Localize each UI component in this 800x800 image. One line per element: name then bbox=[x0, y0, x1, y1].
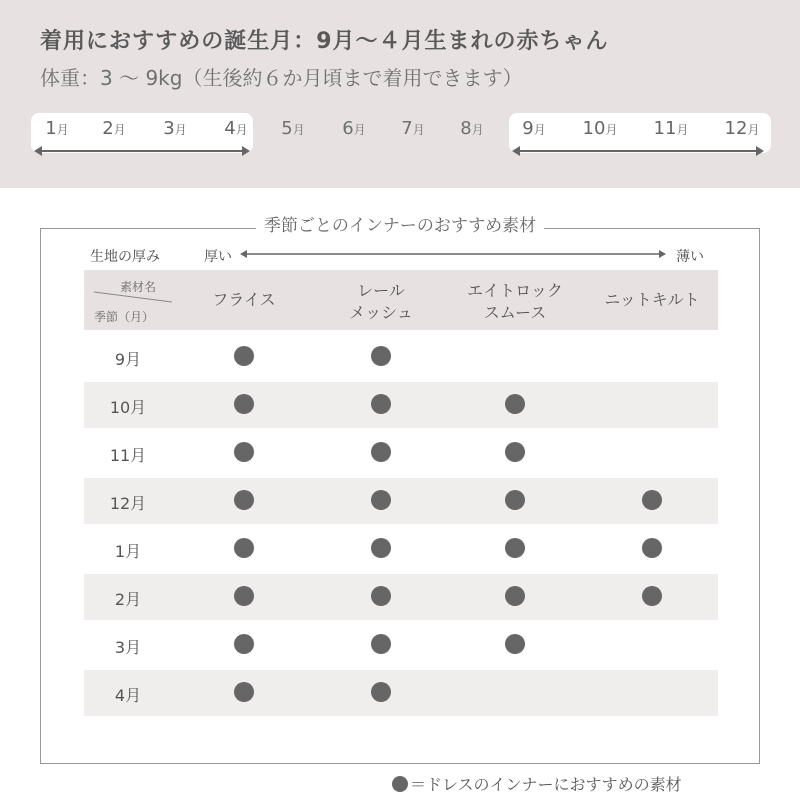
recommended-dot-icon bbox=[505, 442, 525, 462]
recommended-dot-icon bbox=[234, 634, 254, 654]
header-material-label: 素材名 bbox=[120, 280, 157, 294]
month-number: 6 bbox=[342, 118, 354, 139]
month-unit: 月 bbox=[412, 123, 425, 137]
header-season-label: 季節（月） bbox=[94, 310, 155, 324]
month-label bbox=[268, 118, 318, 139]
table-row bbox=[84, 670, 718, 716]
row-month-label: 4月 bbox=[114, 686, 142, 705]
thickness-label: 生地の厚み bbox=[90, 249, 160, 265]
recommended-dot-icon bbox=[371, 394, 391, 414]
recommended-dot-icon bbox=[505, 634, 525, 654]
table-row bbox=[84, 574, 718, 620]
recommended-dot-icon bbox=[234, 538, 254, 558]
month-unit: 月 bbox=[676, 123, 689, 137]
row-month-label: 3月 bbox=[114, 638, 142, 657]
row-month-label: 11月 bbox=[109, 446, 147, 465]
month-number: 5 bbox=[281, 118, 293, 139]
month-label bbox=[32, 118, 82, 139]
column-header: フライス bbox=[212, 290, 276, 309]
legend bbox=[392, 772, 682, 795]
month-label bbox=[717, 118, 767, 139]
row-month-label: 10月 bbox=[109, 398, 147, 417]
legend-dot-icon bbox=[392, 776, 408, 792]
table-row bbox=[84, 478, 718, 524]
recommended-dot-icon bbox=[642, 490, 662, 510]
recommended-dot-icon bbox=[642, 538, 662, 558]
month-number: 2 bbox=[102, 118, 114, 139]
column-header: ニットキルト bbox=[604, 290, 700, 309]
recommended-dot-icon bbox=[234, 346, 254, 366]
table-row bbox=[84, 382, 718, 428]
recommended-dot-icon bbox=[642, 586, 662, 606]
month-label bbox=[646, 118, 696, 139]
weight-subtitle: 体重：3 〜 9kg（生後約６か月頃まで着用できます） bbox=[40, 66, 523, 90]
thickness-arrow bbox=[240, 248, 666, 260]
month-unit: 月 bbox=[174, 123, 187, 137]
range-arrow-jan-apr bbox=[34, 143, 250, 159]
table-row bbox=[84, 334, 718, 380]
thin-label: 薄い bbox=[676, 249, 704, 265]
recommended-dot-icon bbox=[371, 346, 391, 366]
month-unit: 月 bbox=[747, 123, 760, 137]
month-unit: 月 bbox=[471, 123, 484, 137]
page-title: 着用におすすめの誕生月：9月〜４月生まれの赤ちゃん bbox=[40, 29, 609, 54]
month-unit: 月 bbox=[533, 123, 546, 137]
thick-label: 厚い bbox=[204, 249, 232, 265]
table-row bbox=[84, 526, 718, 572]
recommended-dot-icon bbox=[505, 394, 525, 414]
row-month-label: 12月 bbox=[109, 494, 147, 513]
recommended-dot-icon bbox=[234, 394, 254, 414]
row-month-label: 2月 bbox=[114, 590, 142, 609]
recommended-dot-icon bbox=[371, 442, 391, 462]
month-number: 3 bbox=[163, 118, 175, 139]
month-number: 8 bbox=[460, 118, 472, 139]
month-label bbox=[575, 118, 625, 139]
month-unit: 月 bbox=[235, 123, 248, 137]
recommended-dot-icon bbox=[505, 490, 525, 510]
month-number: 11 bbox=[653, 118, 677, 139]
column-header: レール メッシュ bbox=[349, 281, 413, 322]
recommended-dot-icon bbox=[234, 442, 254, 462]
row-month-label: 9月 bbox=[114, 350, 142, 369]
range-arrow-sep-dec bbox=[512, 143, 764, 159]
month-number: 10 bbox=[582, 118, 606, 139]
recommended-dot-icon bbox=[234, 490, 254, 510]
month-label bbox=[150, 118, 200, 139]
legend-text: ＝ドレスのインナーにおすすめの素材 bbox=[410, 775, 682, 794]
month-unit: 月 bbox=[605, 123, 618, 137]
month-label bbox=[447, 118, 497, 139]
recommended-dot-icon bbox=[505, 538, 525, 558]
month-number: 1 bbox=[45, 118, 57, 139]
table-row bbox=[84, 430, 718, 476]
month-number: 7 bbox=[401, 118, 413, 139]
table-row bbox=[84, 622, 718, 668]
month-label bbox=[509, 118, 559, 139]
recommended-dot-icon bbox=[234, 682, 254, 702]
month-unit: 月 bbox=[353, 123, 366, 137]
recommended-dot-icon bbox=[371, 586, 391, 606]
month-unit: 月 bbox=[56, 123, 69, 137]
month-number: 4 bbox=[224, 118, 236, 139]
header-diagonal bbox=[94, 290, 174, 304]
month-number: 12 bbox=[724, 118, 748, 139]
month-label bbox=[388, 118, 438, 139]
recommended-dot-icon bbox=[371, 490, 391, 510]
column-header: エイトロック スムース bbox=[467, 281, 563, 322]
month-number: 9 bbox=[522, 118, 534, 139]
recommended-dot-icon bbox=[371, 682, 391, 702]
recommended-dot-icon bbox=[505, 586, 525, 606]
month-label bbox=[89, 118, 139, 139]
month-unit: 月 bbox=[292, 123, 305, 137]
panel-title: 季節ごとのインナーのおすすめ素材 bbox=[0, 211, 800, 236]
recommended-dot-icon bbox=[371, 538, 391, 558]
recommended-dot-icon bbox=[371, 634, 391, 654]
row-month-label: 1月 bbox=[114, 542, 142, 561]
month-unit: 月 bbox=[113, 123, 126, 137]
recommended-dot-icon bbox=[234, 586, 254, 606]
month-label bbox=[329, 118, 379, 139]
month-label bbox=[211, 118, 261, 139]
